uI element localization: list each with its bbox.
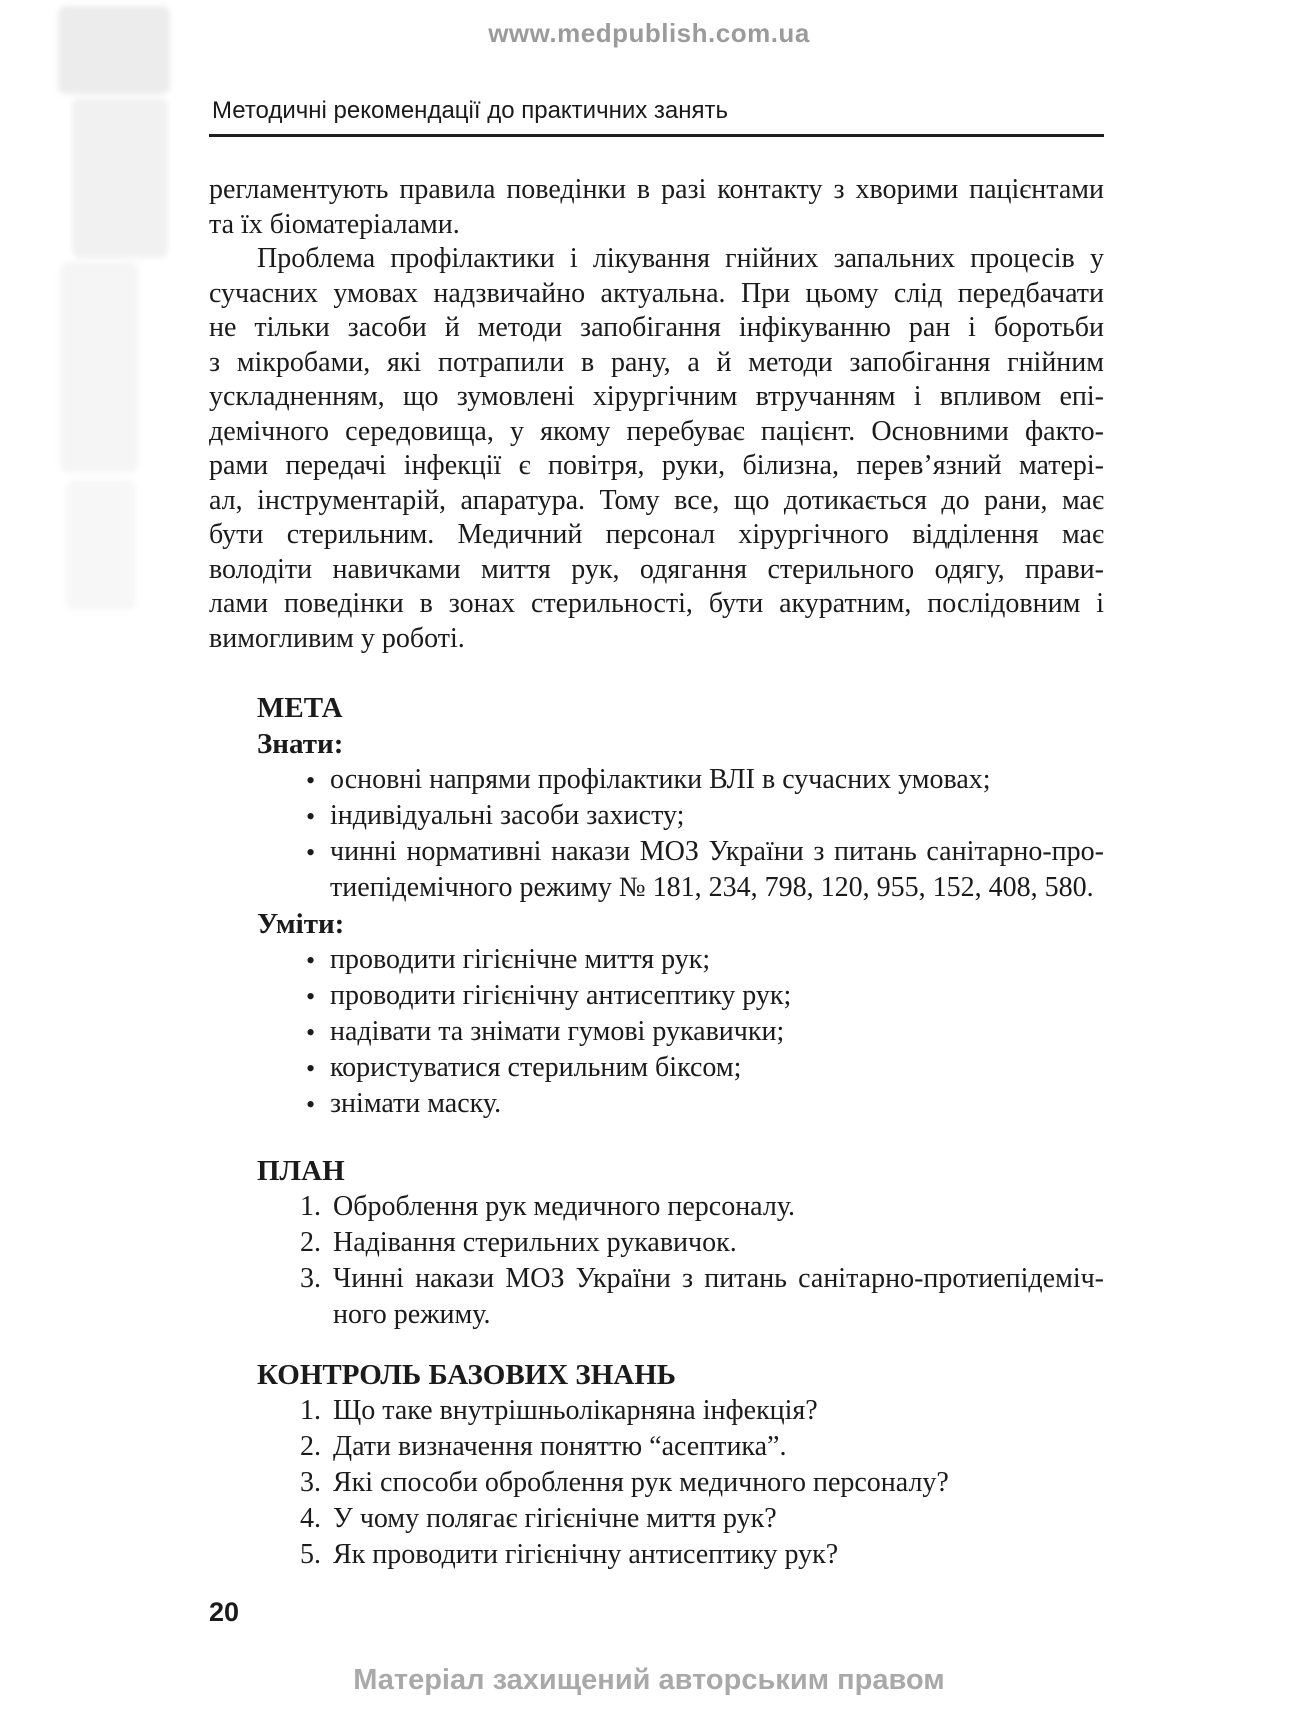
numbered-item xyxy=(209,1429,1104,1465)
text-line: чинні нормативні накази МОЗ України з питань санітарно-про- xyxy=(330,836,1104,867)
bullet-icon: • xyxy=(306,766,316,795)
text-line: проводити гігієнічну антисептику рук; xyxy=(330,980,792,1011)
bullet-item xyxy=(209,762,1104,798)
item-text xyxy=(333,1225,1104,1261)
text-line: бути стерильним. Медичний персонал хірургічного відділення має xyxy=(209,519,1104,550)
text-line: Чинні накази МОЗ України з питань санітарно-протиепідеміч- xyxy=(333,1263,1104,1294)
item-number: 1. xyxy=(300,1191,321,1222)
bullet-icon: • xyxy=(306,1018,316,1047)
text-line: володіти навичками миття рук, одягання стерильного одягу, прави- xyxy=(209,553,1104,585)
text-line: Що таке внутрішньолікарняна інфекція? xyxy=(333,1395,818,1426)
item-text xyxy=(330,1014,1104,1050)
text-line: індивідуальні засоби захисту; xyxy=(330,800,685,831)
section-gap xyxy=(209,656,1104,690)
item-text xyxy=(333,1429,1104,1465)
paragraph xyxy=(209,242,1104,656)
text-line: Проблема профілактики і лікування гнійних запальних процесів у xyxy=(257,243,1104,274)
text-line: ускладненням, що зумовлені хірургічним втручанням і впливом епі- xyxy=(209,381,1104,412)
running-header: Методичні рекомендації до практичних занять xyxy=(212,97,729,124)
text-line: з мікробами, які потрапили в рану, а й методи запобігання гнійним xyxy=(209,346,1104,378)
item-text xyxy=(333,1261,1104,1333)
numbered-item xyxy=(209,1261,1104,1333)
item-text xyxy=(330,762,1104,798)
numbered-item xyxy=(209,1501,1104,1537)
numbered-item xyxy=(209,1465,1104,1501)
bullet-item xyxy=(209,798,1104,834)
text-line: У чому полягає гігієнічне миття рук? xyxy=(333,1503,777,1534)
numbered-item xyxy=(209,1537,1104,1573)
bullet-item xyxy=(209,978,1104,1014)
text-line: користуватися стерильним біксом; xyxy=(330,1052,742,1083)
bullet-icon: • xyxy=(306,1054,316,1083)
item-text xyxy=(333,1189,1104,1225)
text-line: регламентують правила поведінки в разі контакту з хворими пацієнтами xyxy=(209,174,1104,205)
bullet-item xyxy=(209,834,1104,906)
item-text xyxy=(330,834,1104,906)
item-number: 1. xyxy=(300,1395,321,1426)
item-text xyxy=(330,1086,1104,1122)
copyright-watermark: Матеріал захищений авторським правом xyxy=(353,1664,945,1696)
text-line: рами передачі інфекції є повітря, руки, білизна, перев’язний матері- xyxy=(209,450,1104,481)
text-line: Які способи оброблення рук медичного персоналу? xyxy=(333,1467,949,1498)
paragraph xyxy=(209,173,1104,242)
bullet-item xyxy=(209,1086,1104,1122)
text-line: Дати визначення поняттю “асептика”. xyxy=(333,1431,787,1462)
section-gap xyxy=(209,1122,1104,1153)
section-gap xyxy=(209,1333,1104,1357)
text-line: ал, інструментарій, апаратура. Тому все, що дотикається до рани, має xyxy=(209,484,1104,516)
scan-artifact xyxy=(66,480,136,610)
item-text xyxy=(330,1050,1104,1086)
site-url-watermark: www.medpublish.com.ua xyxy=(488,18,810,48)
text-column xyxy=(209,173,1104,1573)
item-text xyxy=(333,1537,1104,1573)
header-rule xyxy=(209,134,1104,137)
item-number: 3. xyxy=(300,1263,321,1294)
text-line: та їх біоматеріалами. xyxy=(209,208,460,240)
bullet-item xyxy=(209,942,1104,978)
section-heading: МЕТА xyxy=(257,692,343,724)
page-number: 20 xyxy=(209,1597,240,1627)
text-line: сучасних умовах надзвичайно актуальна. При цьому слід передбачати xyxy=(209,277,1104,309)
item-number: 2. xyxy=(300,1227,321,1258)
text-line: надівати та знімати гумові рукавички; xyxy=(330,1016,785,1047)
bullet-item xyxy=(209,1014,1104,1050)
item-text xyxy=(333,1465,1104,1501)
item-text xyxy=(330,798,1104,834)
text-line: тиепідемічного режиму № 181, 234, 798, 120, 955, 152, 408, 580. xyxy=(330,872,1094,903)
bullet-icon: • xyxy=(306,946,316,975)
item-number: 2. xyxy=(300,1431,321,1462)
scan-artifact xyxy=(60,262,138,472)
item-number: 4. xyxy=(300,1503,321,1534)
scan-artifact xyxy=(72,98,168,258)
numbered-item xyxy=(209,1225,1104,1261)
text-line: проводити гігієнічне миття рук; xyxy=(330,944,711,975)
text-line: демічного середовища, у якому перебуває пацієнт. Основними факто- xyxy=(209,415,1104,447)
section-heading: Знати: xyxy=(257,728,344,760)
item-text xyxy=(333,1393,1104,1429)
text-line: Оброблення рук медичного персоналу. xyxy=(333,1191,796,1222)
text-line: основні напрями профілактики ВЛІ в сучасних умовах; xyxy=(330,764,991,795)
item-number: 3. xyxy=(300,1467,321,1498)
numbered-item xyxy=(209,1393,1104,1429)
bullet-icon: • xyxy=(306,838,316,867)
numbered-item xyxy=(209,1189,1104,1225)
bullet-item xyxy=(209,1050,1104,1086)
item-text xyxy=(330,942,1104,978)
section-heading: Уміти: xyxy=(257,908,345,940)
text-line: Як проводити гігієнічну антисептику рук? xyxy=(333,1539,839,1570)
text-line: знімати маску. xyxy=(330,1088,502,1119)
text-line: вимогливим у роботі. xyxy=(209,622,465,654)
bullet-icon: • xyxy=(306,1090,316,1119)
text-line: ного режиму. xyxy=(333,1299,491,1330)
text-line: лами поведінки в зонах стерильності, бути акуратним, послідовним і xyxy=(209,588,1104,619)
section-heading: КОНТРОЛЬ БАЗОВИХ ЗНАНЬ xyxy=(257,1359,676,1391)
item-text xyxy=(333,1501,1104,1537)
bullet-icon: • xyxy=(306,802,316,831)
text-line: не тільки засоби й методи запобігання інфікуванню ран і боротьби xyxy=(209,312,1104,343)
bullet-icon: • xyxy=(306,982,316,1011)
item-number: 5. xyxy=(300,1539,321,1570)
text-line: Надівання стерильних рукавичок. xyxy=(333,1227,737,1258)
section-heading: ПЛАН xyxy=(257,1155,345,1187)
item-text xyxy=(330,978,1104,1014)
